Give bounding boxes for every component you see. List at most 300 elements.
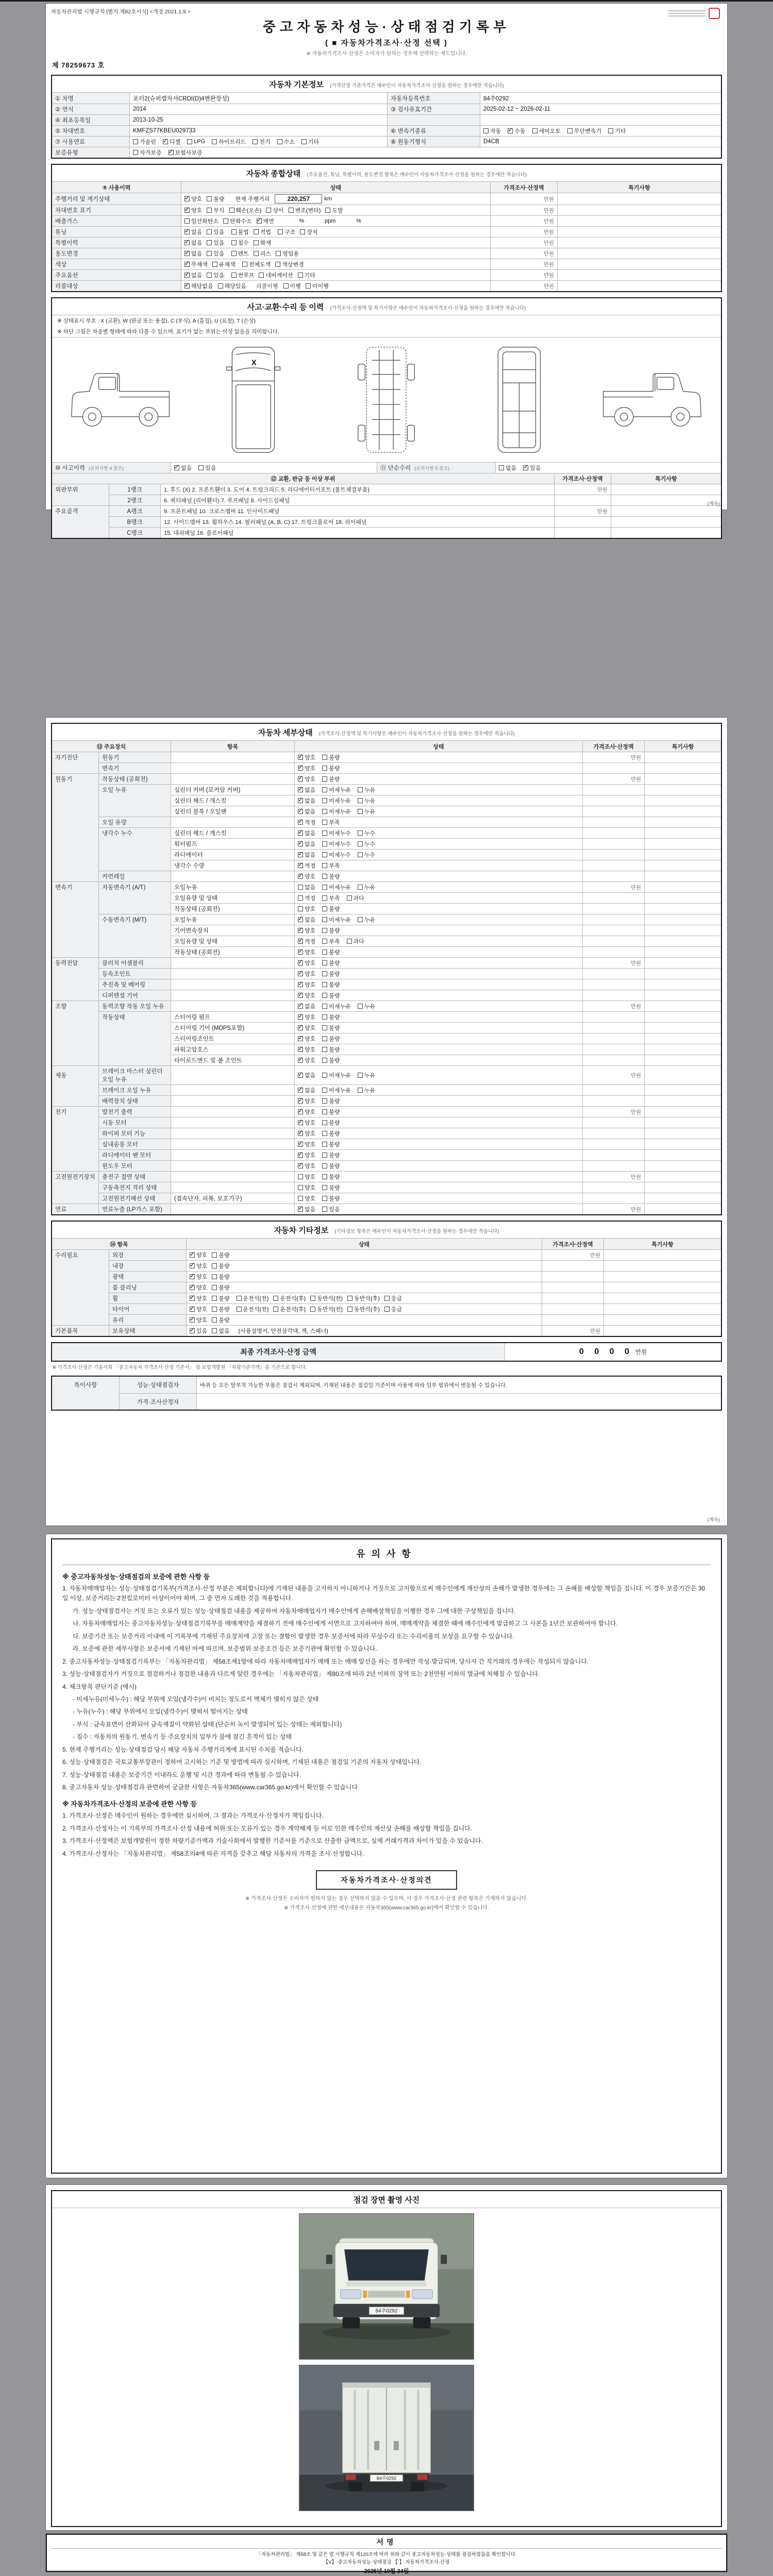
- checkbox-icon[interactable]: [306, 283, 311, 289]
- checkbox-option[interactable]: [231, 228, 249, 236]
- checkbox-option[interactable]: [298, 991, 315, 999]
- checkbox-icon[interactable]: [207, 273, 212, 278]
- checkbox-icon[interactable]: [298, 1014, 303, 1020]
- checkbox-option[interactable]: [483, 127, 501, 135]
- checkbox-icon[interactable]: [231, 240, 237, 245]
- checkbox-option[interactable]: [298, 1035, 315, 1043]
- checkbox-option[interactable]: [347, 894, 364, 902]
- checkbox-icon[interactable]: [190, 1307, 195, 1312]
- checkbox-option[interactable]: [298, 861, 315, 870]
- checkbox-icon[interactable]: [298, 1153, 303, 1158]
- checkbox-option[interactable]: [298, 948, 315, 956]
- checkbox-icon[interactable]: [322, 1174, 327, 1179]
- checkbox-option[interactable]: [231, 239, 249, 247]
- checkbox-option[interactable]: [322, 829, 351, 837]
- checkbox-icon[interactable]: [298, 766, 303, 771]
- checkbox-icon[interactable]: [310, 1307, 315, 1312]
- checkbox-icon[interactable]: [231, 229, 237, 234]
- checkbox-option[interactable]: [322, 1162, 340, 1170]
- checkbox-option[interactable]: [322, 1151, 340, 1159]
- checkbox-icon[interactable]: [212, 1317, 217, 1323]
- checkbox-icon[interactable]: [242, 262, 247, 267]
- checkbox-icon[interactable]: [322, 863, 327, 868]
- checkbox-option[interactable]: [190, 1305, 207, 1313]
- checkbox-icon[interactable]: [298, 798, 303, 803]
- checkbox-icon[interactable]: [384, 1296, 390, 1301]
- checkbox-icon[interactable]: [322, 841, 327, 846]
- checkbox-option[interactable]: [254, 239, 271, 247]
- checkbox-option[interactable]: [300, 228, 317, 236]
- checkbox-icon[interactable]: [298, 1058, 303, 1063]
- checkbox-icon[interactable]: [298, 852, 303, 857]
- checkbox-option[interactable]: [298, 818, 315, 826]
- checkbox-option[interactable]: [499, 464, 516, 472]
- checkbox-icon[interactable]: [190, 1285, 195, 1290]
- checkbox-icon[interactable]: [212, 1285, 217, 1290]
- checkbox-option[interactable]: [298, 807, 315, 816]
- checkbox-option[interactable]: [298, 883, 315, 891]
- checkbox-icon[interactable]: [207, 196, 212, 201]
- checkbox-icon[interactable]: [358, 1004, 363, 1009]
- checkbox-option[interactable]: [275, 260, 304, 268]
- checkbox-option[interactable]: [298, 1024, 315, 1032]
- checkbox-icon[interactable]: [275, 262, 280, 267]
- checkbox-icon[interactable]: [322, 1142, 327, 1147]
- checkbox-option[interactable]: [322, 1024, 340, 1032]
- checkbox-icon[interactable]: [298, 1185, 303, 1190]
- checkbox-icon[interactable]: [212, 1307, 217, 1312]
- checkbox-option[interactable]: [207, 271, 224, 279]
- checkbox-option[interactable]: [184, 206, 202, 214]
- checkbox-icon[interactable]: [187, 139, 192, 144]
- checkbox-icon[interactable]: [322, 1073, 327, 1078]
- checkbox-option[interactable]: [231, 271, 255, 279]
- checkbox-option[interactable]: [259, 271, 293, 279]
- checkbox-icon[interactable]: [298, 776, 303, 782]
- checkbox-icon[interactable]: [322, 885, 327, 890]
- checkbox-icon[interactable]: [133, 139, 138, 144]
- checkbox-option[interactable]: [322, 1056, 340, 1064]
- checkbox-option[interactable]: [298, 970, 315, 978]
- checkbox-option[interactable]: [322, 1173, 340, 1181]
- checkbox-icon[interactable]: [257, 218, 262, 224]
- checkbox-icon[interactable]: [184, 262, 190, 267]
- checkbox-option[interactable]: [358, 1002, 375, 1010]
- checkbox-icon[interactable]: [322, 1014, 327, 1020]
- checkbox-option[interactable]: [298, 1002, 315, 1010]
- checkbox-option[interactable]: [322, 959, 340, 967]
- checkbox-option[interactable]: [298, 775, 315, 783]
- checkbox-icon[interactable]: [254, 240, 259, 245]
- checkbox-icon[interactable]: [184, 218, 190, 224]
- checkbox-icon[interactable]: [273, 1307, 278, 1312]
- checkbox-icon[interactable]: [298, 863, 303, 868]
- checkbox-option[interactable]: [184, 228, 202, 236]
- checkbox-option[interactable]: [190, 1262, 207, 1270]
- checkbox-icon[interactable]: [608, 128, 613, 133]
- checkbox-option[interactable]: [207, 249, 224, 258]
- checkbox-option[interactable]: [322, 926, 340, 935]
- checkbox-icon[interactable]: [322, 1207, 327, 1212]
- checkbox-icon[interactable]: [322, 1004, 327, 1009]
- checkbox-option[interactable]: [273, 1294, 306, 1302]
- checkbox-icon[interactable]: [184, 283, 190, 289]
- checkbox-option[interactable]: [358, 786, 375, 794]
- checkbox-icon[interactable]: [298, 831, 303, 836]
- checkbox-icon[interactable]: [322, 928, 327, 933]
- checkbox-option[interactable]: [212, 1273, 229, 1281]
- checkbox-icon[interactable]: [322, 755, 327, 760]
- checkbox-option[interactable]: [298, 1071, 315, 1079]
- checkbox-option[interactable]: [322, 840, 351, 848]
- checkbox-option[interactable]: [163, 138, 180, 146]
- checkbox-option[interactable]: [358, 829, 375, 837]
- checkbox-option[interactable]: [322, 980, 340, 989]
- checkbox-option[interactable]: [133, 148, 162, 157]
- checkbox-icon[interactable]: [358, 852, 363, 857]
- checkbox-icon[interactable]: [198, 465, 204, 470]
- checkbox-icon[interactable]: [254, 251, 259, 256]
- checkbox-option[interactable]: [218, 282, 247, 290]
- checkbox-option[interactable]: [301, 138, 319, 146]
- checkbox-icon[interactable]: [298, 906, 303, 911]
- checkbox-icon[interactable]: [212, 1274, 217, 1279]
- checkbox-option[interactable]: [310, 1294, 343, 1302]
- checkbox-option[interactable]: [567, 127, 601, 135]
- checkbox-icon[interactable]: [298, 1196, 303, 1201]
- checkbox-icon[interactable]: [298, 1163, 303, 1168]
- checkbox-icon[interactable]: [322, 895, 327, 901]
- checkbox-icon[interactable]: [190, 1263, 195, 1268]
- checkbox-option[interactable]: [298, 1045, 315, 1054]
- checkbox-icon[interactable]: [358, 917, 363, 922]
- checkbox-option[interactable]: [298, 916, 315, 924]
- checkbox-option[interactable]: [347, 1294, 380, 1302]
- checkbox-icon[interactable]: [322, 1058, 327, 1063]
- checkbox-option[interactable]: [231, 249, 249, 258]
- checkbox-icon[interactable]: [322, 960, 327, 965]
- checkbox-option[interactable]: [212, 1305, 229, 1313]
- checkbox-option[interactable]: [207, 239, 224, 247]
- checkbox-option[interactable]: [322, 905, 340, 913]
- checkbox-option[interactable]: [322, 796, 351, 805]
- checkbox-icon[interactable]: [231, 251, 237, 256]
- checkbox-option[interactable]: [190, 1273, 207, 1281]
- checkbox-option[interactable]: [257, 217, 274, 225]
- checkbox-option[interactable]: [276, 249, 299, 258]
- checkbox-option[interactable]: [184, 217, 219, 225]
- checkbox-icon[interactable]: [298, 809, 303, 814]
- checkbox-icon[interactable]: [322, 1025, 327, 1030]
- checkbox-icon[interactable]: [322, 939, 327, 944]
- checkbox-option[interactable]: [298, 1056, 315, 1064]
- checkbox-icon[interactable]: [483, 128, 489, 133]
- checkbox-icon[interactable]: [322, 874, 327, 879]
- checkbox-icon[interactable]: [190, 1274, 195, 1279]
- checkbox-option[interactable]: [322, 894, 340, 902]
- checkbox-icon[interactable]: [237, 1307, 242, 1312]
- checkbox-option[interactable]: [322, 775, 340, 783]
- checkbox-icon[interactable]: [532, 128, 537, 133]
- checkbox-icon[interactable]: [277, 139, 282, 144]
- checkbox-option[interactable]: [322, 1205, 340, 1213]
- checkbox-icon[interactable]: [133, 150, 138, 155]
- checkbox-option[interactable]: [358, 796, 375, 805]
- checkbox-icon[interactable]: [358, 798, 363, 803]
- checkbox-option[interactable]: [298, 1140, 315, 1148]
- checkbox-option[interactable]: [384, 1305, 402, 1313]
- checkbox-icon[interactable]: [212, 1263, 217, 1268]
- checkbox-option[interactable]: [184, 195, 202, 203]
- checkbox-option[interactable]: [174, 464, 192, 472]
- checkbox-option[interactable]: [322, 807, 351, 816]
- checkbox-option[interactable]: [322, 1035, 340, 1043]
- checkbox-icon[interactable]: [508, 128, 513, 133]
- checkbox-icon[interactable]: [190, 1317, 195, 1323]
- checkbox-option[interactable]: [358, 883, 375, 891]
- checkbox-icon[interactable]: [273, 1296, 278, 1301]
- checkbox-icon[interactable]: [190, 1328, 195, 1333]
- checkbox-option[interactable]: [169, 148, 203, 157]
- checkbox-icon[interactable]: [384, 1307, 390, 1312]
- checkbox-icon[interactable]: [322, 766, 327, 771]
- checkbox-option[interactable]: [298, 764, 315, 772]
- checkbox-option[interactable]: [298, 1108, 315, 1116]
- checkbox-icon[interactable]: [322, 993, 327, 998]
- checkbox-icon[interactable]: [322, 1131, 327, 1136]
- checkbox-option[interactable]: [212, 260, 236, 268]
- checkbox-option[interactable]: [322, 872, 340, 880]
- checkbox-icon[interactable]: [298, 960, 303, 965]
- checkbox-option[interactable]: [212, 1327, 229, 1335]
- checkbox-option[interactable]: [298, 1118, 315, 1127]
- checkbox-option[interactable]: [298, 753, 315, 761]
- checkbox-option[interactable]: [298, 1013, 315, 1021]
- checkbox-icon[interactable]: [254, 229, 259, 234]
- checkbox-icon[interactable]: [298, 1025, 303, 1030]
- checkbox-icon[interactable]: [298, 1098, 303, 1104]
- checkbox-icon[interactable]: [322, 809, 327, 814]
- checkbox-option[interactable]: [298, 1097, 315, 1105]
- checkbox-option[interactable]: [229, 206, 262, 214]
- checkbox-option[interactable]: [523, 464, 541, 472]
- checkbox-icon[interactable]: [298, 841, 303, 846]
- checkbox-option[interactable]: [322, 937, 340, 945]
- checkbox-icon[interactable]: [163, 139, 168, 144]
- checkbox-option[interactable]: [322, 764, 340, 772]
- checkbox-icon[interactable]: [218, 283, 223, 289]
- checkbox-option[interactable]: [306, 282, 329, 290]
- checkbox-option[interactable]: [298, 905, 315, 913]
- checkbox-option[interactable]: [358, 916, 375, 924]
- checkbox-icon[interactable]: [358, 885, 363, 890]
- checkbox-icon[interactable]: [298, 1120, 303, 1125]
- checkbox-icon[interactable]: [322, 776, 327, 782]
- checkbox-icon[interactable]: [184, 273, 190, 278]
- checkbox-icon[interactable]: [322, 1153, 327, 1158]
- checkbox-icon[interactable]: [212, 139, 217, 144]
- checkbox-option[interactable]: [358, 840, 375, 848]
- checkbox-option[interactable]: [298, 894, 315, 902]
- checkbox-icon[interactable]: [301, 139, 307, 144]
- checkbox-icon[interactable]: [358, 1073, 363, 1078]
- checkbox-icon[interactable]: [347, 895, 352, 901]
- checkbox-icon[interactable]: [298, 917, 303, 922]
- checkbox-option[interactable]: [184, 249, 202, 258]
- checkbox-option[interactable]: [298, 840, 315, 848]
- checkbox-icon[interactable]: [322, 1109, 327, 1114]
- checkbox-option[interactable]: [322, 1002, 351, 1010]
- checkbox-icon[interactable]: [231, 273, 237, 278]
- checkbox-icon[interactable]: [358, 841, 363, 846]
- checkbox-icon[interactable]: [298, 874, 303, 879]
- checkbox-option[interactable]: [207, 195, 224, 203]
- checkbox-icon[interactable]: [207, 251, 212, 256]
- checkbox-icon[interactable]: [259, 273, 264, 278]
- checkbox-icon[interactable]: [322, 950, 327, 955]
- checkbox-icon[interactable]: [190, 1252, 195, 1258]
- checkbox-icon[interactable]: [207, 208, 212, 213]
- checkbox-icon[interactable]: [276, 251, 281, 256]
- checkbox-option[interactable]: [283, 282, 301, 290]
- checkbox-option[interactable]: [322, 1071, 351, 1079]
- checkbox-icon[interactable]: [322, 852, 327, 857]
- checkbox-option[interactable]: [212, 1251, 229, 1259]
- checkbox-option[interactable]: [237, 1294, 269, 1302]
- checkbox-icon[interactable]: [266, 208, 271, 213]
- checkbox-option[interactable]: [298, 796, 315, 805]
- checkbox-option[interactable]: [298, 1151, 315, 1159]
- checkbox-icon[interactable]: [298, 820, 303, 825]
- checkbox-option[interactable]: [322, 1118, 340, 1127]
- checkbox-icon[interactable]: [223, 218, 228, 224]
- checkbox-option[interactable]: [298, 926, 315, 935]
- checkbox-option[interactable]: [207, 228, 224, 236]
- checkbox-option[interactable]: [298, 872, 315, 880]
- checkbox-option[interactable]: [207, 206, 224, 214]
- checkbox-option[interactable]: [322, 753, 340, 761]
- checkbox-icon[interactable]: [358, 787, 363, 792]
- checkbox-option[interactable]: [358, 1071, 375, 1079]
- checkbox-option[interactable]: [212, 1262, 229, 1270]
- checkbox-option[interactable]: [298, 959, 315, 967]
- checkbox-icon[interactable]: [298, 1142, 303, 1147]
- checkbox-option[interactable]: [298, 271, 315, 279]
- checkbox-icon[interactable]: [322, 1185, 327, 1190]
- checkbox-icon[interactable]: [322, 1036, 327, 1041]
- checkbox-icon[interactable]: [298, 1174, 303, 1179]
- checkbox-option[interactable]: [277, 138, 295, 146]
- checkbox-option[interactable]: [298, 1205, 315, 1213]
- checkbox-icon[interactable]: [184, 229, 190, 234]
- checkbox-icon[interactable]: [298, 950, 303, 955]
- checkbox-icon[interactable]: [322, 820, 327, 825]
- checkbox-option[interactable]: [190, 1294, 207, 1302]
- checkbox-icon[interactable]: [322, 1163, 327, 1168]
- checkbox-option[interactable]: [212, 1283, 229, 1292]
- checkbox-icon[interactable]: [358, 809, 363, 814]
- checkbox-icon[interactable]: [310, 1296, 315, 1301]
- checkbox-option[interactable]: [198, 464, 216, 472]
- checkbox-option[interactable]: [322, 818, 340, 826]
- checkbox-option[interactable]: [184, 271, 202, 279]
- checkbox-icon[interactable]: [298, 1207, 303, 1212]
- checkbox-option[interactable]: [384, 1294, 402, 1302]
- checkbox-icon[interactable]: [300, 229, 305, 234]
- checkbox-option[interactable]: [187, 139, 205, 145]
- checkbox-icon[interactable]: [298, 1088, 303, 1093]
- checkbox-option[interactable]: [322, 851, 351, 859]
- checkbox-option[interactable]: [266, 206, 283, 214]
- checkbox-icon[interactable]: [347, 1307, 352, 1312]
- checkbox-option[interactable]: [322, 861, 340, 870]
- checkbox-icon[interactable]: [169, 150, 174, 155]
- checkbox-icon[interactable]: [298, 1036, 303, 1041]
- checkbox-icon[interactable]: [322, 917, 327, 922]
- checkbox-icon[interactable]: [298, 895, 303, 901]
- checkbox-icon[interactable]: [298, 971, 303, 976]
- checkbox-icon[interactable]: [212, 1328, 217, 1333]
- checkbox-icon[interactable]: [322, 982, 327, 987]
- checkbox-icon[interactable]: [298, 787, 303, 792]
- checkbox-option[interactable]: [358, 1086, 375, 1094]
- checkbox-option[interactable]: [190, 1316, 207, 1324]
- checkbox-option[interactable]: [212, 138, 246, 146]
- checkbox-icon[interactable]: [567, 128, 573, 133]
- checkbox-icon[interactable]: [212, 1252, 217, 1258]
- checkbox-option[interactable]: [322, 1183, 340, 1192]
- checkbox-option[interactable]: [322, 1086, 351, 1094]
- checkbox-icon[interactable]: [207, 240, 212, 245]
- checkbox-option[interactable]: [298, 1129, 315, 1138]
- checkbox-option[interactable]: [253, 138, 270, 146]
- checkbox-option[interactable]: [508, 127, 525, 135]
- checkbox-option[interactable]: [190, 1251, 207, 1259]
- checkbox-icon[interactable]: [322, 906, 327, 911]
- checkbox-icon[interactable]: [322, 798, 327, 803]
- checkbox-icon[interactable]: [298, 1004, 303, 1009]
- checkbox-option[interactable]: [184, 239, 202, 247]
- checkbox-option[interactable]: [298, 1173, 315, 1181]
- checkbox-icon[interactable]: [298, 993, 303, 998]
- checkbox-icon[interactable]: [298, 1073, 303, 1078]
- checkbox-option[interactable]: [133, 138, 156, 146]
- checkbox-option[interactable]: [347, 937, 364, 945]
- checkbox-icon[interactable]: [322, 971, 327, 976]
- checkbox-option[interactable]: [212, 1316, 229, 1324]
- checkbox-option[interactable]: [298, 937, 315, 945]
- checkbox-option[interactable]: [322, 1013, 340, 1021]
- checkbox-icon[interactable]: [212, 262, 217, 267]
- checkbox-option[interactable]: [273, 1305, 306, 1313]
- checkbox-icon[interactable]: [358, 831, 363, 836]
- checkbox-option[interactable]: [608, 127, 626, 135]
- checkbox-icon[interactable]: [174, 465, 179, 470]
- checkbox-icon[interactable]: [325, 208, 330, 213]
- checkbox-icon[interactable]: [322, 1088, 327, 1093]
- checkbox-option[interactable]: [254, 249, 271, 258]
- checkbox-option[interactable]: [184, 282, 213, 290]
- checkbox-option[interactable]: [242, 260, 271, 268]
- checkbox-option[interactable]: [298, 980, 315, 989]
- checkbox-option[interactable]: [298, 851, 315, 859]
- checkbox-icon[interactable]: [298, 1047, 303, 1052]
- checkbox-option[interactable]: [322, 883, 351, 891]
- checkbox-option[interactable]: [322, 1194, 340, 1202]
- checkbox-option[interactable]: [298, 1086, 315, 1094]
- checkbox-option[interactable]: [212, 1294, 229, 1302]
- checkbox-icon[interactable]: [322, 831, 327, 836]
